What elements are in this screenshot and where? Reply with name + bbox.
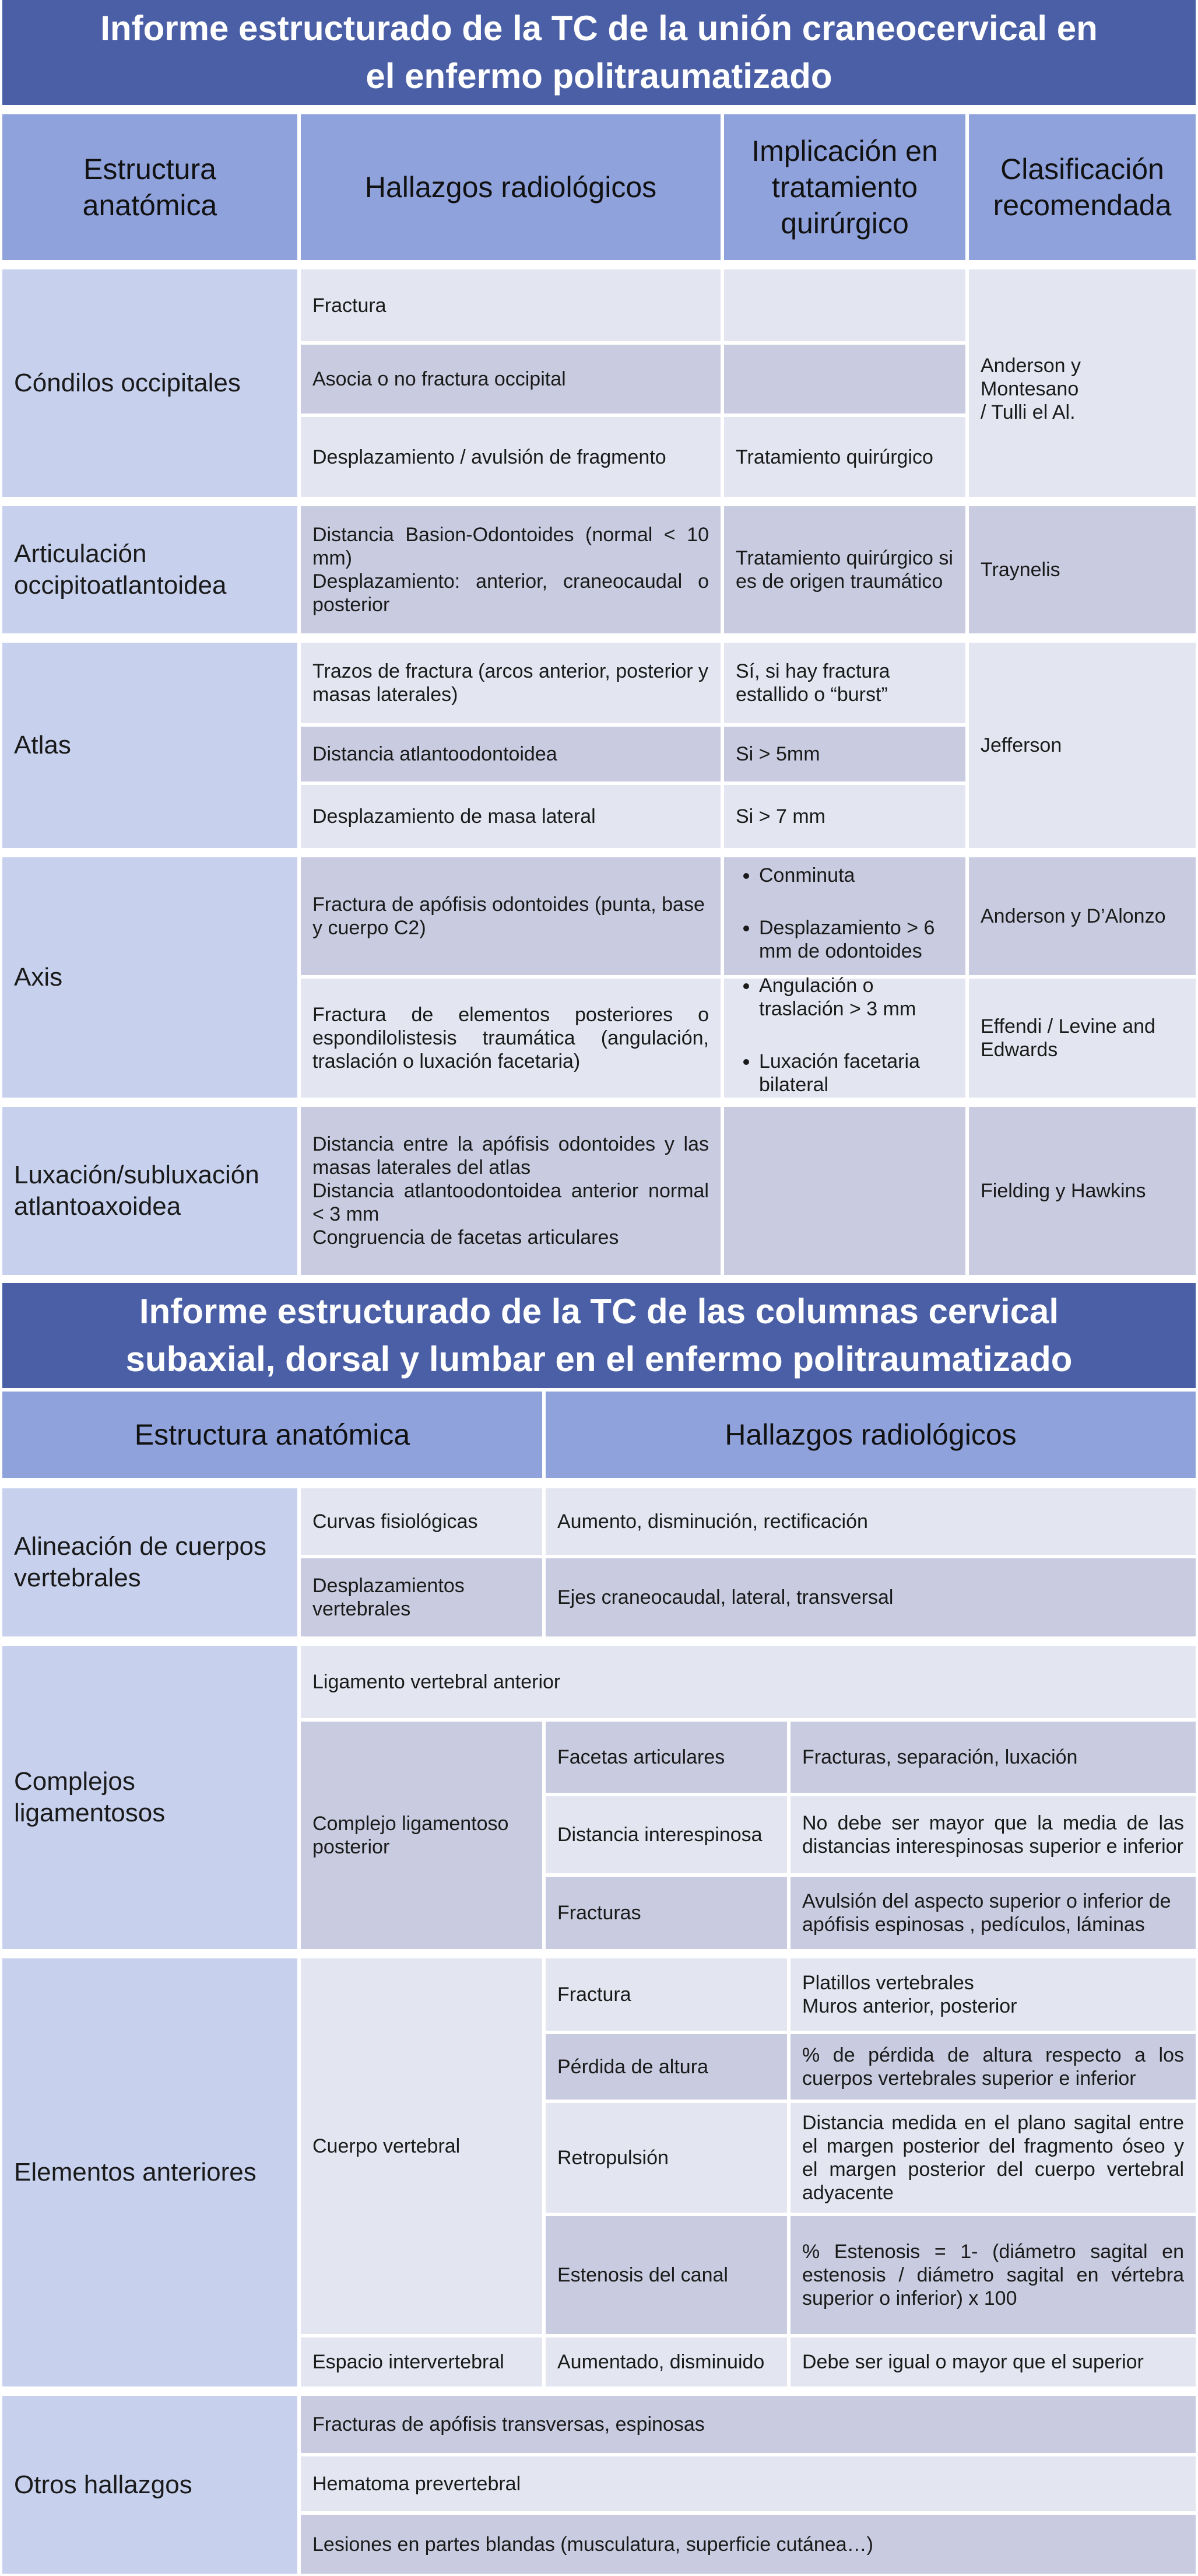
t2-complejo-posterior: Complejo ligamentoso posterior — [301, 1722, 542, 1949]
t1-axis-impl-item: • Conminuta — [759, 864, 954, 887]
t1-articulacion-findings: Distancia Basion-Odontoides (normal < 10 mm) Desplazamiento: anterior, craneocaudal o posterior — [301, 506, 721, 633]
t1-condilos-implication: Tratamiento quirúrgico — [724, 417, 965, 497]
t1-atlas-finding: Distancia atlantoodontoidea — [301, 727, 721, 781]
t1-atlas-implication: Sí, si hay fractura estallido o “burst” — [724, 643, 965, 723]
t2-elementos-label: Pérdida de altura — [546, 2034, 787, 2100]
t1-axis-classification: Effendi / Levine and Edwards — [969, 979, 1196, 1098]
t1-header-structure: Estructura anatómica — [2, 114, 297, 260]
t1-condilos-implication-empty — [724, 269, 965, 341]
t2-complejos-value: Fracturas, separación, luxación — [791, 1722, 1196, 1793]
t2-otros-structure: Otros hallazgos — [2, 2396, 297, 2574]
t1-atlas-implication: Si > 7 mm — [724, 785, 965, 848]
t2-alineacion-value: Aumento, disminución, rectificación — [546, 1488, 1196, 1555]
t2-complejos-structure: Complejos ligamentosos — [2, 1646, 297, 1949]
t2-espacio-mid: Aumentado, disminuido — [546, 2337, 787, 2386]
t1-condilos-finding: Fractura — [301, 269, 721, 341]
t1-axis-impl-item: • Luxación facetaria bilateral — [759, 1050, 954, 1096]
t1-condilos-implication-empty — [724, 345, 965, 413]
t1-axis-structure: Axis — [2, 857, 297, 1098]
t2-alineacion-structure: Alineación de cuerpos vertebrales — [2, 1488, 297, 1636]
t2-ligamento-anterior: Ligamento vertebral anterior — [301, 1646, 1196, 1718]
t1-header-classification: Clasificación recomendada — [969, 114, 1196, 260]
t2-alineacion-label: Desplazamientos vertebrales — [301, 1558, 542, 1636]
t1-axis-classification: Anderson y D’Alonzo — [969, 857, 1196, 975]
t1-articulacion-structure: Articulación occipitoatlantoidea — [2, 506, 297, 633]
t1-atlas-finding: Desplazamiento de masa lateral — [301, 785, 721, 848]
t2-elementos-value: Distancia medida en el plano sagital entre el margen posterior del fragmento óseo y el margen posterior del cuerpo vertebral adyacente — [791, 2103, 1196, 2213]
t1-luxacion-structure: Luxación/subluxación atlantoaxoidea — [2, 1107, 297, 1275]
t2-complejos-value: No debe ser mayor que la media de las distancias interespinosas superior e inferior — [791, 1796, 1196, 1873]
t2-cuerpo-vertebral: Cuerpo vertebral — [301, 1958, 542, 2334]
table1-title: Informe estructurado de la TC de la unión craneocervical en el enfermo politraumatizado — [2, 0, 1196, 105]
t1-luxacion-implication-empty — [724, 1107, 965, 1275]
t2-complejos-label: Fracturas — [546, 1877, 787, 1949]
t1-articulacion-classification: Traynelis — [969, 506, 1196, 633]
t1-condilos-structure: Cóndilos occipitales — [2, 269, 297, 497]
t1-atlas-structure: Atlas — [2, 643, 297, 848]
t2-complejos-label: Distancia interespinosa — [546, 1796, 787, 1873]
t2-elementos-value: % Estenosis = 1- (diámetro sagital en estenosis / diámetro sagital en vértebra superior o inferior) x 100 — [791, 2216, 1196, 2334]
t2-otros-row: Fracturas de apófisis transversas, espinosas — [301, 2396, 1196, 2453]
t2-espacio-value: Debe ser igual o mayor que el superior — [791, 2337, 1196, 2386]
t1-atlas-finding: Trazos de fractura (arcos anterior, posterior y masas laterales) — [301, 643, 721, 723]
t2-header-structure: Estructura anatómica — [2, 1392, 542, 1478]
t2-complejos-label: Facetas articulares — [546, 1722, 787, 1793]
t1-luxacion-classification: Fielding y Hawkins — [969, 1107, 1196, 1275]
t2-elementos-value: % de pérdida de altura respecto a los cuerpos vertebrales superior e inferior — [791, 2034, 1196, 2100]
t1-header-findings: Hallazgos radiológicos — [301, 114, 721, 260]
t2-elementos-label: Estenosis del canal — [546, 2216, 787, 2334]
t1-atlas-implication: Si > 5mm — [724, 727, 965, 781]
t1-axis-impl-item: • Angulación o traslación > 3 mm — [759, 974, 954, 1021]
t2-header-findings: Hallazgos radiológicos — [546, 1392, 1196, 1478]
t2-complejos-value: Avulsión del aspecto superior o inferior de apófisis espinosas , pedículos, láminas — [791, 1877, 1196, 1949]
t1-axis-impl-item: • Desplazamiento > 6 mm de odontoides — [759, 916, 954, 963]
t2-alineacion-value: Ejes craneocaudal, lateral, transversal — [546, 1558, 1196, 1636]
t2-elementos-value: Platillos vertebrales Muros anterior, posterior — [791, 1958, 1196, 2031]
t1-atlas-classification: Jefferson — [969, 643, 1196, 848]
t2-elementos-label: Retropulsión — [546, 2103, 787, 2213]
t1-condilos-finding: Asocia o no fractura occipital — [301, 345, 721, 413]
t1-axis-implication — [724, 975, 965, 1098]
t2-otros-row: Hematoma prevertebral — [301, 2456, 1196, 2511]
t2-otros-row: Lesiones en partes blandas (musculatura, superficie cutánea…) — [301, 2515, 1196, 2574]
t1-condilos-finding: Desplazamiento / avulsión de fragmento — [301, 417, 721, 497]
t1-condilos-classification: Anderson y Montesano / Tulli el Al. — [969, 269, 1196, 497]
t1-axis-finding: Fractura de elementos posteriores o espondilolistesis traumática (angulación, traslación o luxación facetaria) — [301, 979, 721, 1098]
t2-alineacion-label: Curvas fisiológicas — [301, 1488, 542, 1555]
table2-title: Informe estructurado de la TC de las columnas cervical subaxial, dorsal y lumbar en el enfermo politraumatizado — [2, 1283, 1196, 1388]
t1-axis-finding: Fractura de apófisis odontoides (punta, base y cuerpo C2) — [301, 857, 721, 975]
t2-elementos-label: Fractura — [546, 1958, 787, 2031]
t1-header-implication: Implicación en tratamiento quirúrgico — [724, 114, 965, 260]
t1-luxacion-findings: Distancia entre la apófisis odontoides y las masas laterales del atlas Distancia atlantoodontoidea anterior normal < 3 mm Congruencia de facetas articulares — [301, 1107, 721, 1275]
t2-espacio-label: Espacio intervertebral — [301, 2337, 542, 2386]
t1-articulacion-implication: Tratamiento quirúrgico si es de origen traumático — [724, 506, 965, 633]
t2-elementos-structure: Elementos anteriores — [2, 1958, 297, 2386]
